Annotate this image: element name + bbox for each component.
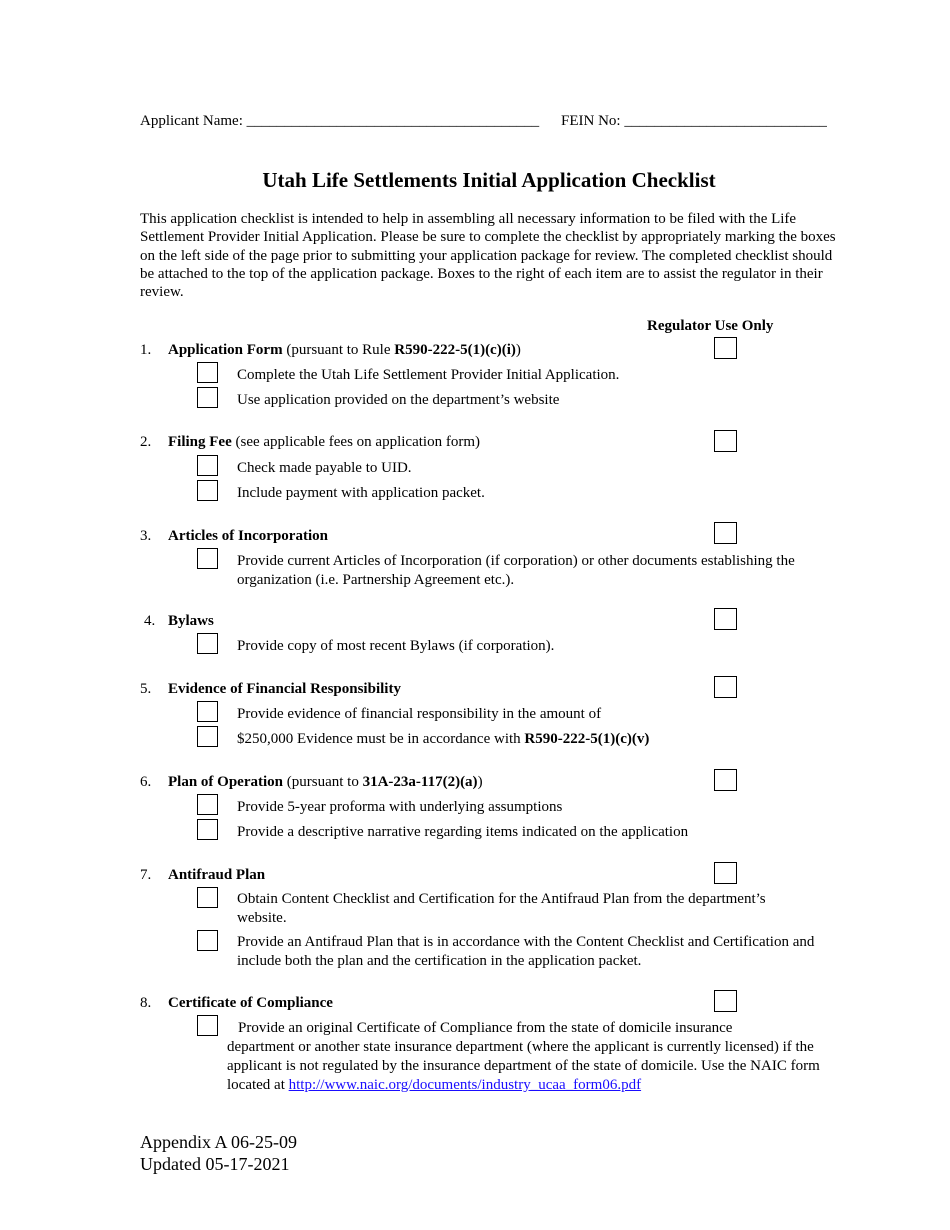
applicant-checkbox-5a[interactable] xyxy=(197,701,218,722)
rule-ref: R590-222-5(1)(c)(i) xyxy=(394,342,516,358)
section-number: 1. xyxy=(140,342,152,358)
rule-ref: 31A-23a-117(2)(a) xyxy=(362,774,478,790)
section-title-articles: Articles of Incorporation xyxy=(168,528,328,544)
applicant-name-line[interactable]: _______________________________________ xyxy=(246,113,540,129)
item-text: $250,000 Evidence must be in accordance with xyxy=(237,731,525,747)
naic-form-link[interactable]: http://www.naic.org/documents/industry_ucaa_form06.pdf xyxy=(288,1077,642,1093)
applicant-checkbox-3a[interactable] xyxy=(197,548,218,569)
checklist-item: Provide current Articles of Incorporation (if corporation) or other documents establishing the organization (i.e. Partnership Agreement etc.). xyxy=(237,553,795,588)
section-number: 5. xyxy=(140,681,152,697)
intro-paragraph: This application checklist is intended to help in assembling all necessary information to be filed with the Life Settlement Provider Initial Application. Please be sure to complete the checklist by appropriately marking the boxes on the left side of the page prior to submitting your application package for review. The completed checklist should be attached to the top of the application package. Boxes to the right of each item are to assist the regulator in their review. xyxy=(140,211,836,301)
applicant-name-label: Applicant Name: xyxy=(140,113,243,129)
section-title-bylaws: Bylaws xyxy=(168,613,214,629)
section-note-close: ) xyxy=(477,774,483,790)
section-note: (pursuant to Rule xyxy=(286,342,395,358)
section-title-application-form xyxy=(168,341,521,360)
checklist-item: Use application provided on the department’s website xyxy=(237,392,560,408)
section-title-filing-fee xyxy=(168,433,480,452)
section-number: 3. xyxy=(140,528,152,544)
checklist-item-continued xyxy=(227,1038,827,1095)
section-number: 8. xyxy=(140,995,152,1011)
checklist-item: Include payment with application packet. xyxy=(237,485,485,501)
applicant-name-field[interactable] xyxy=(140,112,539,131)
applicant-checkbox-8a[interactable] xyxy=(197,1015,218,1036)
applicant-checkbox-1b[interactable] xyxy=(197,387,218,408)
checklist-item: Check made payable to UID. xyxy=(237,460,412,476)
checklist-item: Provide a descriptive narrative regarding items indicated on the application xyxy=(237,824,689,840)
fein-line[interactable]: ___________________________ xyxy=(624,113,827,129)
checklist-item: Provide copy of most recent Bylaws (if corporation). xyxy=(237,638,555,654)
regulator-checkbox-7[interactable] xyxy=(714,862,737,884)
regulator-checkbox-5[interactable] xyxy=(714,676,737,698)
section-title: Filing Fee xyxy=(168,434,232,450)
section-note-close: ) xyxy=(515,342,521,358)
checklist-item: Complete the Utah Life Settlement Provider Initial Application. xyxy=(237,367,620,383)
regulator-checkbox-8[interactable] xyxy=(714,990,737,1012)
section-title-antifraud: Antifraud Plan xyxy=(168,867,266,883)
item-text: department or another state insurance department (where the applicant is currently licensed) if the applicant is not regulated by the insurance department of the state of domicile. Use the NAIC form located at xyxy=(227,1039,820,1093)
checklist-item-first-line: Provide an original Certificate of Compliance from the state of domicile insurance xyxy=(238,1020,733,1036)
regulator-checkbox-3[interactable] xyxy=(714,522,737,544)
section-number: 2. xyxy=(140,434,152,450)
section-note: (pursuant to xyxy=(286,774,363,790)
applicant-checkbox-2b[interactable] xyxy=(197,480,218,501)
regulator-checkbox-1[interactable] xyxy=(714,337,737,359)
section-number: 6. xyxy=(140,774,152,790)
section-title-financial: Evidence of Financial Responsibility xyxy=(168,681,401,697)
page-title: Utah Life Settlements Initial Application Checklist xyxy=(262,168,716,192)
rule-ref: R590-222-5(1)(c)(v) xyxy=(524,731,650,747)
section-number: 4. xyxy=(144,613,156,629)
section-title: Plan of Operation xyxy=(168,774,283,790)
footer-appendix: Appendix A 06-25-09 xyxy=(140,1132,297,1152)
fein-label: FEIN No: xyxy=(561,113,621,129)
section-note: (see applicable fees on application form) xyxy=(235,434,480,450)
applicant-checkbox-6b[interactable] xyxy=(197,819,218,840)
regulator-checkbox-6[interactable] xyxy=(714,769,737,791)
applicant-checkbox-7b[interactable] xyxy=(197,930,218,951)
applicant-checkbox-7a[interactable] xyxy=(197,887,218,908)
regulator-use-heading: Regulator Use Only xyxy=(647,318,774,334)
applicant-checkbox-1a[interactable] xyxy=(197,362,218,383)
checklist-item: Provide 5-year proforma with underlying assumptions xyxy=(237,799,563,815)
applicant-checkbox-6a[interactable] xyxy=(197,794,218,815)
checklist-item: Provide an Antifraud Plan that is in accordance with the Content Checklist and Certification and include both the plan and the certification in the application packet. xyxy=(237,934,815,969)
applicant-checkbox-2a[interactable] xyxy=(197,455,218,476)
checklist-item xyxy=(237,730,649,749)
section-title-plan-of-operation xyxy=(168,773,483,792)
section-title-certificate: Certificate of Compliance xyxy=(168,995,333,1011)
section-number: 7. xyxy=(140,867,152,883)
regulator-checkbox-4[interactable] xyxy=(714,608,737,630)
fein-field[interactable] xyxy=(561,112,827,131)
applicant-checkbox-5b[interactable] xyxy=(197,726,218,747)
applicant-checkbox-4a[interactable] xyxy=(197,633,218,654)
section-title: Application Form xyxy=(168,342,283,358)
checklist-item: Provide evidence of financial responsibility in the amount of xyxy=(237,706,602,722)
checklist-item: Obtain Content Checklist and Certification for the Antifraud Plan from the department’s website. xyxy=(237,891,766,926)
regulator-checkbox-2[interactable] xyxy=(714,430,737,452)
footer-updated: Updated 05-17-2021 xyxy=(140,1154,290,1174)
